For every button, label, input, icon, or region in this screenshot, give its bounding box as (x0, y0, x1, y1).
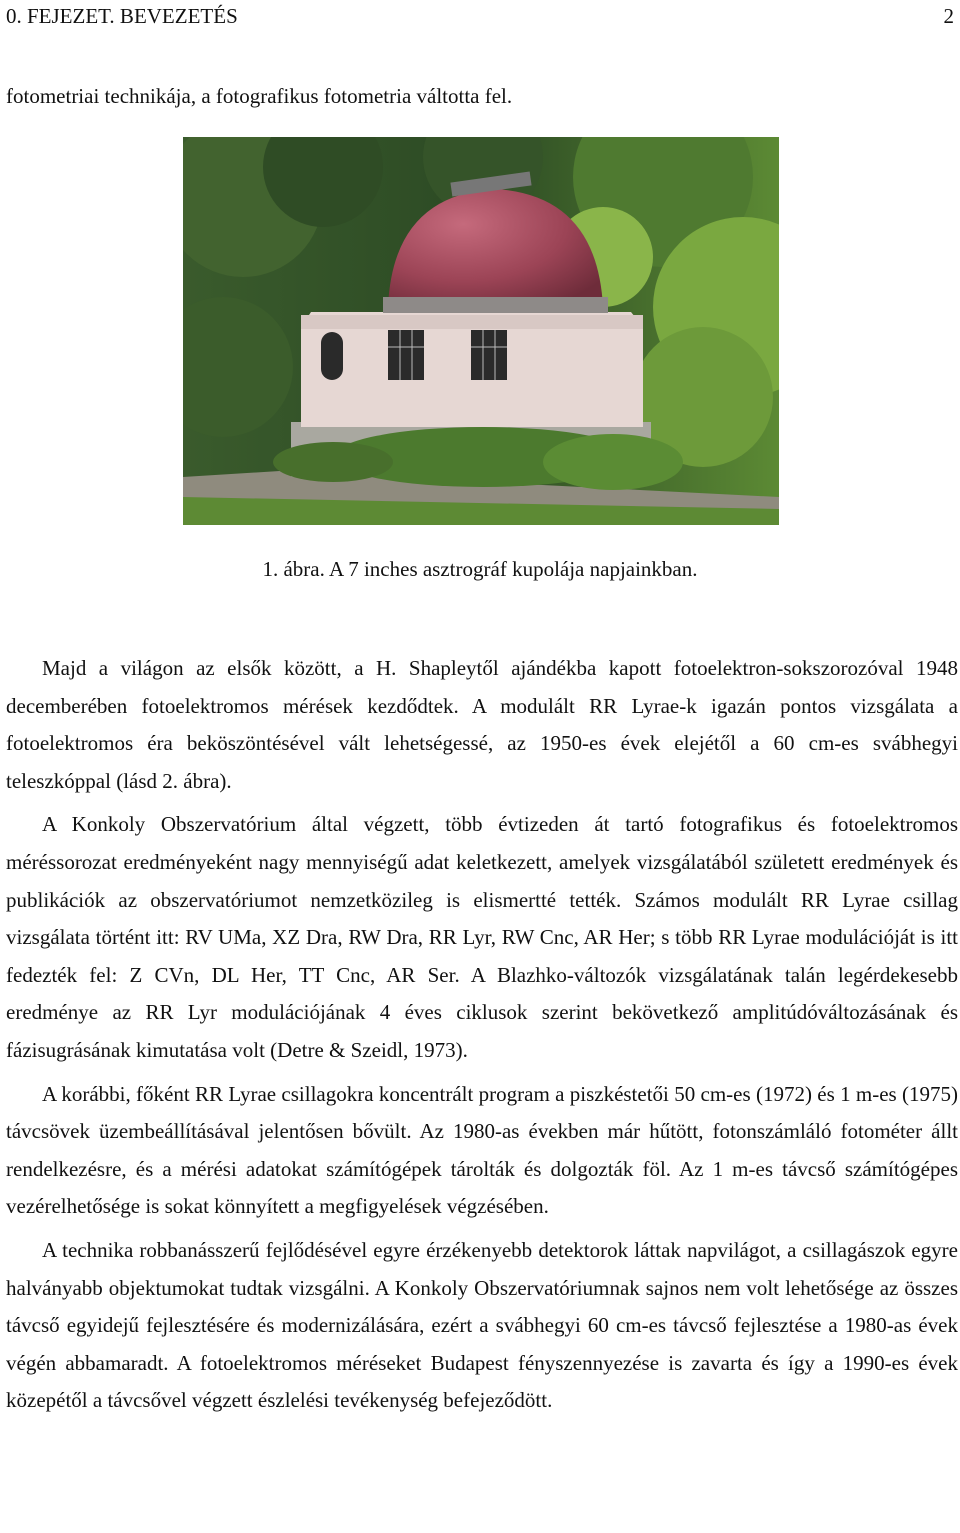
continued-text: fotometriai technikája, a fotografikus fotometria váltotta fel. (6, 84, 513, 108)
paragraph: Majd a világon az elsők között, a H. Shapleytől ajándékba kapott fotoelektron-sokszorozóval 1948 decemberében fotoelektromos mérések kezdődtek. A modulált RR Lyrae-k igazán pontos vizsgálata a fotoelektromos éra beköszöntésével vált lehetségessé, az 1950-es évek elejétől a 60 cm-es svábhegyi teleszkóppal (lásd 2. ábra). (6, 656, 958, 793)
paragraph: A Konkoly Obszervatórium által végzett, több évtizeden át tartó fotografikus és fotoelektromos méréssorozat eredményeként nagy mennyiségű adat keletkezett, amelyek vizsgálatából született eredmények és publikációk az obszervatóriumot nemzetközileg is elismertté tették. Számos modulált RR Lyrae csillag vizsgálata történt itt: RV UMa, XZ Dra, RW Dra, RR Lyr, RW Cnc, AR Her; s több RR Lyrae modulációját is itt fedezték fel: Z CVn, DL Her, TT Cnc, AR Ser. A Blazhko-változók vizsgálatának talán legérdekesebb eredménye az RR Lyr modulációjának 4 éves ciklusok szerint bekövetkező amplitúdóváltozásának és fázisugrásának kimutatása volt (Detre & Szeidl, 1973). (6, 812, 958, 1062)
figure-caption: 1. ábra. A 7 inches asztrográf kupolája napjainkban. (262, 557, 698, 581)
running-header (6, 4, 954, 34)
page-number: 2 (943, 4, 954, 28)
photo-illustration (183, 137, 779, 525)
body-text (6, 650, 958, 1426)
paragraph: A technika robbanásszerű fejlődésével egyre érzékenyebb detektorok láttak napvilágot, a csillagászok egyre halványabb objektumokat tudtak vizsgálni. A Konkoly Obszervatóriumnak sajnos nem volt lehetősége az összes távcső egyidejű fejlesztésére és modernizálására, ezért a svábhegyi 60 cm-es távcső fejlesztése a 1980-as évek végén abbamaradt. A fotoelektromos méréseket Budapest fényszennyezése is zavarta és így a 1990-es évek közepétől a távcsővel végzett észlelési tevékenység befejeződött. (6, 1237, 958, 1413)
chapter-title: 0. FEJEZET. BEVEZETÉS (6, 4, 238, 28)
paragraph: A korábbi, főként RR Lyrae csillagokra koncentrált program a piszkéstetői 50 cm-es (1972) és 1 m-es (1975) távcsövek üzembeállításával jelentősen bővült. Az 1980-as években már hűtött, fotonszámláló fotométer állt rendelkezésre, és a mérési adatokat számítógépek tárolták és dolgozták föl. Az 1 m-es távcső számítógépes vezérelhetősége is sokat könnyített a megfigyelések végzésében. (6, 1081, 958, 1219)
observatory-dome-photo (183, 137, 779, 525)
